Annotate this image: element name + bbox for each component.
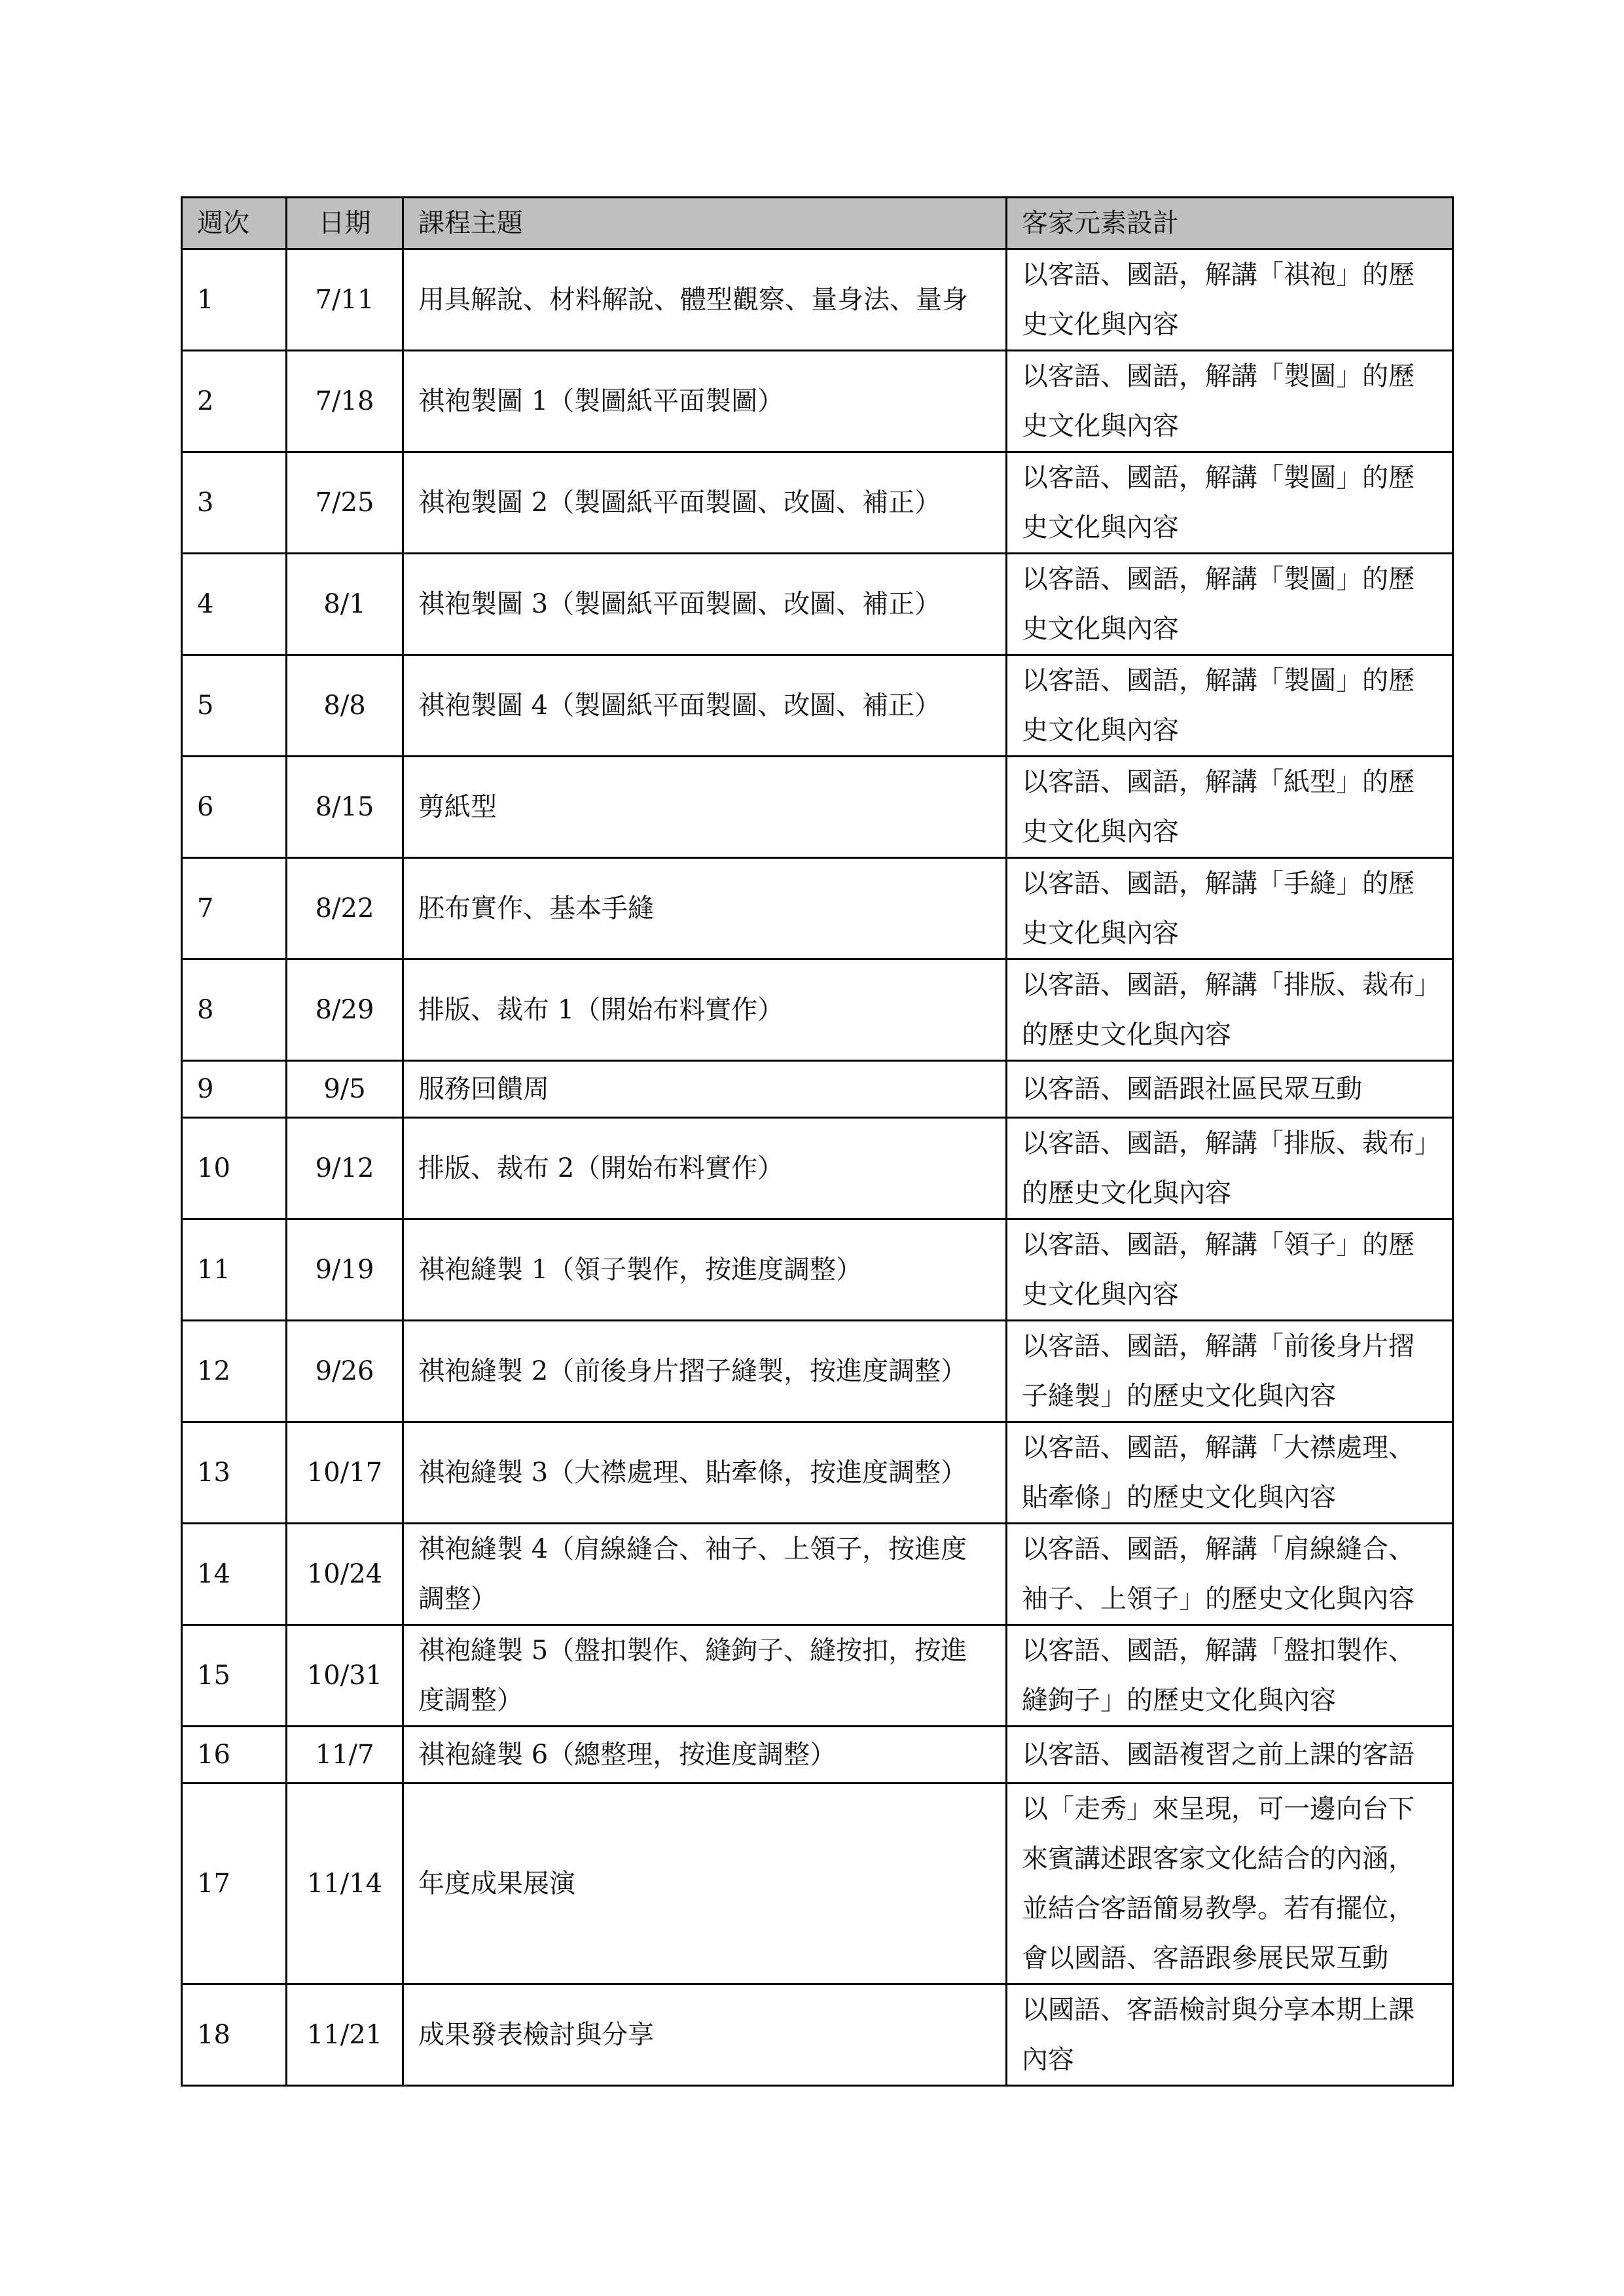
cell-hakka-design: 以客語、國語，解講「手縫」的歷史文化與內容 [1007, 858, 1453, 960]
table-row [182, 1219, 1453, 1321]
cell-week: 4 [182, 554, 287, 655]
cell-week: 17 [182, 1784, 287, 1984]
cell-topic: 祺袍縫製 1（領子製作，按進度調整） [403, 1219, 1007, 1321]
table-row [182, 1524, 1453, 1625]
cell-hakka-design: 以客語、國語，解講「紙型」的歷史文化與內容 [1007, 757, 1453, 858]
cell-week: 14 [182, 1524, 287, 1625]
cell-week: 9 [182, 1061, 287, 1118]
cell-week: 1 [182, 249, 287, 351]
cell-week: 16 [182, 1727, 287, 1784]
cell-hakka-design: 以國語、客語檢討與分享本期上課內容 [1007, 1984, 1453, 2086]
cell-topic: 成果發表檢討與分享 [403, 1984, 1007, 2086]
cell-date: 11/7 [287, 1727, 403, 1784]
cell-hakka-design: 以客語、國語，解講「肩線縫合、袖子、上領子」的歷史文化與內容 [1007, 1524, 1453, 1625]
cell-hakka-design: 以客語、國語，解講「製圖」的歷史文化與內容 [1007, 351, 1453, 452]
cell-date: 8/8 [287, 655, 403, 757]
cell-topic: 排版、裁布 2（開始布料實作） [403, 1118, 1007, 1219]
cell-date: 7/18 [287, 351, 403, 452]
cell-week: 2 [182, 351, 287, 452]
cell-week: 3 [182, 452, 287, 554]
cell-hakka-design: 以客語、國語，解講「祺袍」的歷史文化與內容 [1007, 249, 1453, 351]
cell-hakka-design: 以客語、國語，解講「排版、裁布」的歷史文化與內容 [1007, 960, 1453, 1061]
cell-topic: 胚布實作、基本手縫 [403, 858, 1007, 960]
cell-date: 10/24 [287, 1524, 403, 1625]
header-hakka-design: 客家元素設計 [1007, 198, 1453, 249]
table-row [182, 1727, 1453, 1784]
cell-topic: 剪紙型 [403, 757, 1007, 858]
cell-topic: 祺袍製圖 2（製圖紙平面製圖、改圖、補正） [403, 452, 1007, 554]
table-row [182, 1061, 1453, 1118]
table-row [182, 757, 1453, 858]
cell-hakka-design: 以客語、國語，解講「領子」的歷史文化與內容 [1007, 1219, 1453, 1321]
cell-date: 8/29 [287, 960, 403, 1061]
table-row [182, 858, 1453, 960]
cell-week: 18 [182, 1984, 287, 2086]
cell-date: 7/11 [287, 249, 403, 351]
cell-topic: 用具解說、材料解說、體型觀察、量身法、量身 [403, 249, 1007, 351]
table-row [182, 1422, 1453, 1524]
table-row [182, 554, 1453, 655]
table-row [182, 1321, 1453, 1422]
cell-topic: 服務回饋周 [403, 1061, 1007, 1118]
cell-topic: 祺袍製圖 4（製圖紙平面製圖、改圖、補正） [403, 655, 1007, 757]
cell-date: 11/21 [287, 1984, 403, 2086]
table-row [182, 960, 1453, 1061]
table-row [182, 1625, 1453, 1727]
cell-topic: 祺袍縫製 3（大襟處理、貼牽條，按進度調整） [403, 1422, 1007, 1524]
cell-date: 10/31 [287, 1625, 403, 1727]
cell-week: 12 [182, 1321, 287, 1422]
table-row [182, 1784, 1453, 1984]
cell-hakka-design: 以客語、國語，解講「盤扣製作、縫鉤子」的歷史文化與內容 [1007, 1625, 1453, 1727]
cell-date: 9/19 [287, 1219, 403, 1321]
header-topic: 課程主題 [403, 198, 1007, 249]
cell-topic: 排版、裁布 1（開始布料實作） [403, 960, 1007, 1061]
cell-hakka-design: 以客語、國語，解講「製圖」的歷史文化與內容 [1007, 554, 1453, 655]
cell-date: 8/15 [287, 757, 403, 858]
table-row [182, 452, 1453, 554]
cell-date: 9/5 [287, 1061, 403, 1118]
table-row [182, 1118, 1453, 1219]
cell-date: 8/22 [287, 858, 403, 960]
cell-hakka-design: 以客語、國語複習之前上課的客語 [1007, 1727, 1453, 1784]
cell-hakka-design: 以客語、國語，解講「製圖」的歷史文化與內容 [1007, 452, 1453, 554]
table-row [182, 249, 1453, 351]
table-header [182, 198, 1453, 249]
cell-topic: 祺袍縫製 2（前後身片摺子縫製，按進度調整） [403, 1321, 1007, 1422]
header-week: 週次 [182, 198, 287, 249]
cell-hakka-design: 以客語、國語，解講「前後身片摺子縫製」的歷史文化與內容 [1007, 1321, 1453, 1422]
cell-topic: 年度成果展演 [403, 1784, 1007, 1984]
cell-topic: 祺袍縫製 6（總整理，按進度調整） [403, 1727, 1007, 1784]
header-date: 日期 [287, 198, 403, 249]
cell-week: 5 [182, 655, 287, 757]
cell-topic: 祺袍縫製 5（盤扣製作、縫鉤子、縫按扣，按進度調整） [403, 1625, 1007, 1727]
cell-week: 6 [182, 757, 287, 858]
cell-hakka-design: 以客語、國語，解講「製圖」的歷史文化與內容 [1007, 655, 1453, 757]
cell-date: 8/1 [287, 554, 403, 655]
cell-topic: 祺袍製圖 3（製圖紙平面製圖、改圖、補正） [403, 554, 1007, 655]
cell-topic: 祺袍製圖 1（製圖紙平面製圖） [403, 351, 1007, 452]
cell-topic: 祺袍縫製 4（肩線縫合、袖子、上領子，按進度調整） [403, 1524, 1007, 1625]
cell-week: 11 [182, 1219, 287, 1321]
cell-hakka-design: 以「走秀」來呈現，可一邊向台下來賓講述跟客家文化結合的內涵，並結合客語簡易教學。若有擺位，會以國語、客語跟參展民眾互動 [1007, 1784, 1453, 1984]
course-schedule-table [181, 196, 1454, 2087]
table-body [182, 249, 1453, 2086]
cell-week: 13 [182, 1422, 287, 1524]
cell-week: 8 [182, 960, 287, 1061]
cell-date: 9/26 [287, 1321, 403, 1422]
cell-date: 7/25 [287, 452, 403, 554]
cell-week: 10 [182, 1118, 287, 1219]
cell-hakka-design: 以客語、國語跟社區民眾互動 [1007, 1061, 1453, 1118]
cell-week: 7 [182, 858, 287, 960]
cell-hakka-design: 以客語、國語，解講「大襟處理、貼牽條」的歷史文化與內容 [1007, 1422, 1453, 1524]
cell-week: 15 [182, 1625, 287, 1727]
cell-hakka-design: 以客語、國語，解講「排版、裁布」的歷史文化與內容 [1007, 1118, 1453, 1219]
table-row [182, 351, 1453, 452]
cell-date: 11/14 [287, 1784, 403, 1984]
cell-date: 9/12 [287, 1118, 403, 1219]
cell-date: 10/17 [287, 1422, 403, 1524]
table-row [182, 655, 1453, 757]
table-row [182, 1984, 1453, 2086]
header-row [182, 198, 1453, 249]
